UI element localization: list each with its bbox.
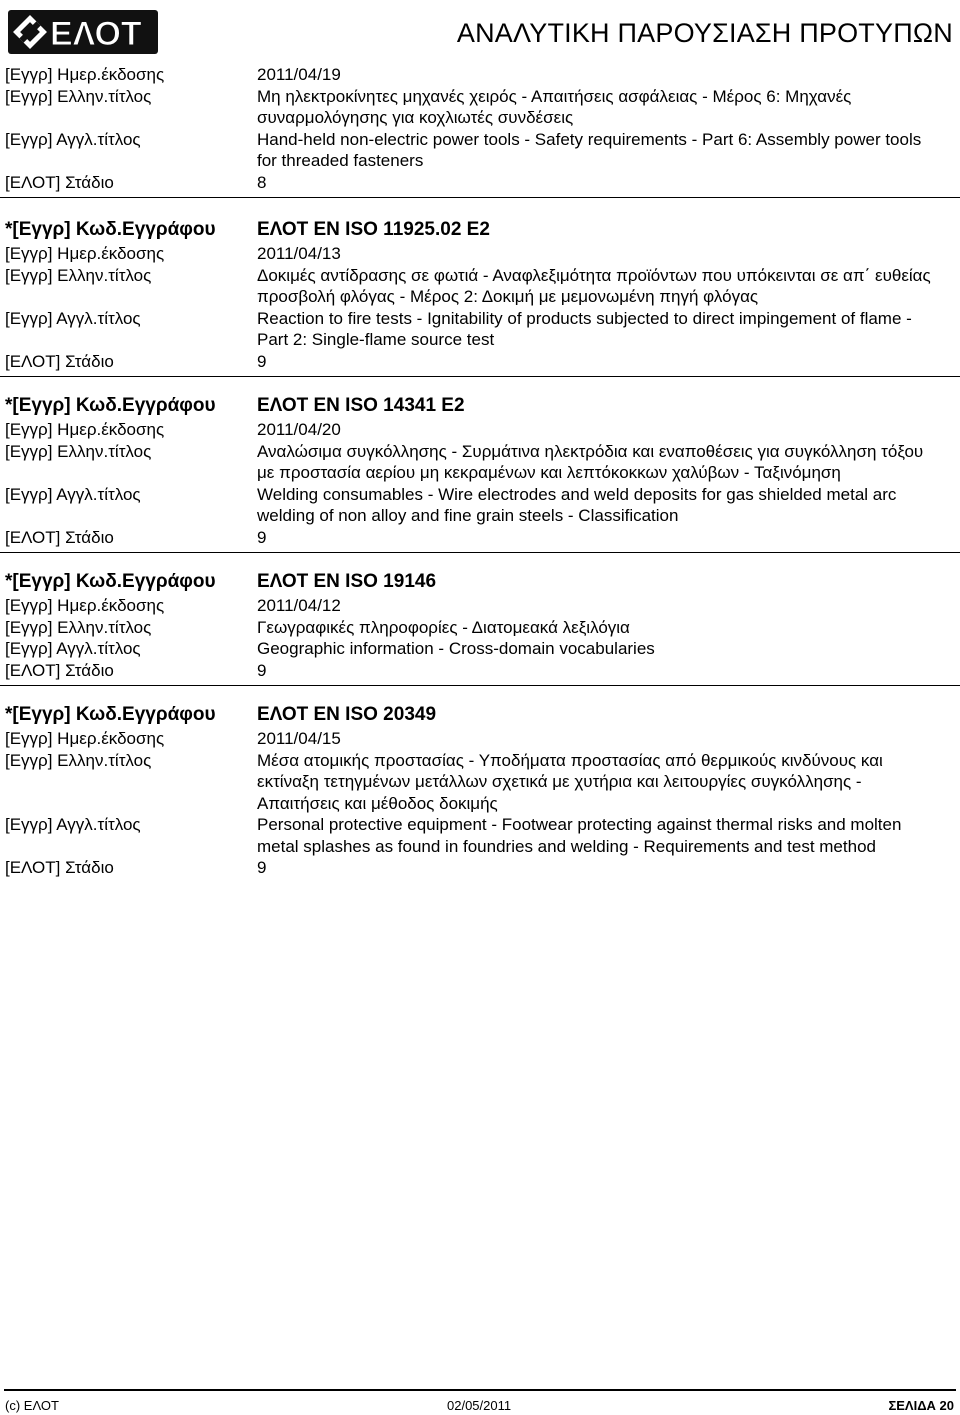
elot-logo: [8, 10, 158, 54]
stage-label: [ΕΛΟΤ] Στάδιο: [5, 172, 114, 192]
date-value: 2011/04/20: [257, 420, 341, 439]
greek-title-label: [Εγγρ] Ελλην.τίτλος: [5, 441, 152, 461]
record-5: [0, 703, 960, 883]
greek-title-value: Δοκιμές αντίδρασης σε φωτιά - Αναφλεξιμότητα προϊόντων που υπόκεινται σε απ΄ ευθείας προσβολή φλόγας - Μέρος 2: Δοκιμή με μεμονωμένη πηγή φλόγας: [257, 265, 931, 306]
records-list: [0, 64, 960, 900]
greek-title-label: [Εγγρ] Ελλην.τίτλος: [5, 86, 152, 106]
english-title-label: [Εγγρ] Αγγλ.τίτλος: [5, 129, 141, 149]
page-title: ΑΝΑΛΥΤΙΚΗ ΠΑΡΟΥΣΙΑΣΗ ΠΡΟΤΥΠΩΝ: [456, 18, 953, 48]
document-code-value: ΕΛΟΤ ΕΝ ISO 19146: [257, 571, 437, 592]
logo-text: ΕΛΟΤ: [50, 15, 142, 53]
document-code-label: *[Εγγρ] Κωδ.Εγγράφου: [5, 704, 216, 725]
english-title-row: [0, 638, 960, 660]
date-row: [0, 595, 960, 617]
record-4: [0, 570, 960, 686]
stage-row: [0, 527, 960, 549]
stage-row: [0, 351, 960, 373]
date-label: [Εγγρ] Ημερ.έκδοσης: [5, 420, 165, 439]
page-footer: [0, 1389, 960, 1415]
english-title-label: [Εγγρ] Αγγλ.τίτλος: [5, 308, 141, 328]
document-code-label: *[Εγγρ] Κωδ.Εγγράφου: [5, 395, 216, 416]
greek-title-label: [Εγγρ] Ελλην.τίτλος: [5, 617, 152, 637]
date-value: 2011/04/15: [257, 729, 341, 748]
english-title-value: Personal protective equipment - Footwear protecting against thermal risks and molten metal splashes as found in foundries and welding - Requirements and test method: [257, 815, 902, 856]
page-header: [0, 0, 960, 62]
english-title-label: [Εγγρ] Αγγλ.τίτλος: [5, 815, 141, 834]
footer-copyright: (c) ΕΛΟΤ: [5, 1398, 59, 1413]
english-title-value: Reaction to fire tests - Ignitability of products subjected to direct impingement of flame - Part 2: Single-flame source test: [257, 308, 912, 349]
date-label: [Εγγρ] Ημερ.έκδοσης: [5, 244, 165, 263]
stage-value: 8: [257, 172, 267, 192]
english-title-row: [0, 484, 960, 527]
english-title-row: [0, 308, 960, 351]
greek-title-row: [0, 265, 960, 308]
greek-title-value: Γεωγραφικές πληροφορίες - Διατομεακά λεξιλόγια: [257, 617, 630, 637]
document-code-value: ΕΛΟΤ ΕΝ ISO 11925.02 E2: [257, 219, 490, 240]
document-code-row: [0, 570, 960, 594]
date-label: [Εγγρ] Ημερ.έκδοσης: [5, 729, 165, 748]
greek-title-label: [Εγγρ] Ελλην.τίτλος: [5, 750, 152, 770]
stage-value: 9: [257, 660, 267, 680]
stage-value: 9: [257, 351, 267, 371]
date-value: 2011/04/12: [257, 596, 341, 615]
english-title-label: [Εγγρ] Αγγλ.τίτλος: [5, 484, 141, 504]
english-title-row: [0, 814, 960, 857]
english-title-label: [Εγγρ] Αγγλ.τίτλος: [5, 639, 141, 658]
english-title-row: [0, 129, 960, 172]
date-row: [0, 728, 960, 750]
date-label: [Εγγρ] Ημερ.έκδοσης: [5, 596, 165, 615]
stage-label: [ΕΛΟΤ] Στάδιο: [5, 660, 114, 680]
english-title-value: Geographic information - Cross-domain vocabularies: [257, 639, 655, 658]
stage-row: [0, 660, 960, 682]
footer-divider: [4, 1389, 956, 1391]
document-code-label: *[Εγγρ] Κωδ.Εγγράφου: [5, 219, 216, 240]
date-row: [0, 64, 960, 86]
stage-value: 9: [257, 527, 267, 547]
date-row: [0, 243, 960, 265]
footer-date: 02/05/2011: [447, 1398, 512, 1413]
greek-title-row: [0, 617, 960, 639]
document-code-label: *[Εγγρ] Κωδ.Εγγράφου: [5, 571, 216, 592]
record-1: [0, 64, 960, 198]
date-value: 2011/04/13: [257, 244, 341, 263]
greek-title-row: [0, 441, 960, 484]
document-code-row: [0, 394, 960, 418]
english-title-value: Welding consumables - Wire electrodes and weld deposits for gas shielded metal arc welding of non alloy and fine grain steels - Classification: [257, 484, 897, 525]
greek-title-row: [0, 86, 960, 129]
stage-value: 9: [257, 858, 267, 877]
stage-row: [0, 857, 960, 879]
date-value: 2011/04/19: [257, 65, 341, 84]
stage-label: [ΕΛΟΤ] Στάδιο: [5, 858, 114, 877]
document-code-row: [0, 703, 960, 727]
stage-label: [ΕΛΟΤ] Στάδιο: [5, 351, 114, 371]
stage-row: [0, 172, 960, 194]
stage-label: [ΕΛΟΤ] Στάδιο: [5, 527, 114, 547]
greek-title-label: [Εγγρ] Ελλην.τίτλος: [5, 265, 152, 285]
document-code-value: ΕΛΟΤ ΕΝ ISO 20349: [257, 704, 437, 725]
greek-title-row: [0, 750, 960, 815]
document-code-value: ΕΛΟΤ ΕΝ ISO 14341 E2: [257, 395, 465, 416]
record-2: [0, 218, 960, 377]
record-3: [0, 394, 960, 553]
greek-title-value: Μέσα ατομικής προστασίας - Υποδήματα προστασίας από θερμικούς κινδύνους και εκτίναξη τετηγμένων μετάλλων σχετικά με χυτήρια και λειτουργίες συγκόλλησης - Απαιτήσεις και μέθοδος δοκιμής: [257, 750, 883, 813]
footer-page-number: ΣΕΛΙΔΑ 20: [888, 1398, 954, 1413]
english-title-value: Hand-held non-electric power tools - Safety requirements - Part 6: Assembly power tools for threaded fasteners: [257, 129, 922, 170]
greek-title-value: Αναλώσιμα συγκόλλησης - Συρμάτινα ηλεκτρόδια και εναποθέσεις για συγκόλληση τόξου με προστασία αερίου μη κεκραμένων και λεπτόκοκκων χαλύβων - Ταξινόμηση: [257, 441, 924, 482]
document-code-row: [0, 218, 960, 242]
date-row: [0, 419, 960, 441]
greek-title-value: Μη ηλεκτροκίνητες μηχανές χειρός - Απαιτήσεις ασφάλειας - Μέρος 6: Μηχανές συναρμολόγησης για κοχλιωτές συνδέσεις: [257, 86, 852, 127]
date-label: [Εγγρ] Ημερ.έκδοσης: [5, 65, 165, 84]
